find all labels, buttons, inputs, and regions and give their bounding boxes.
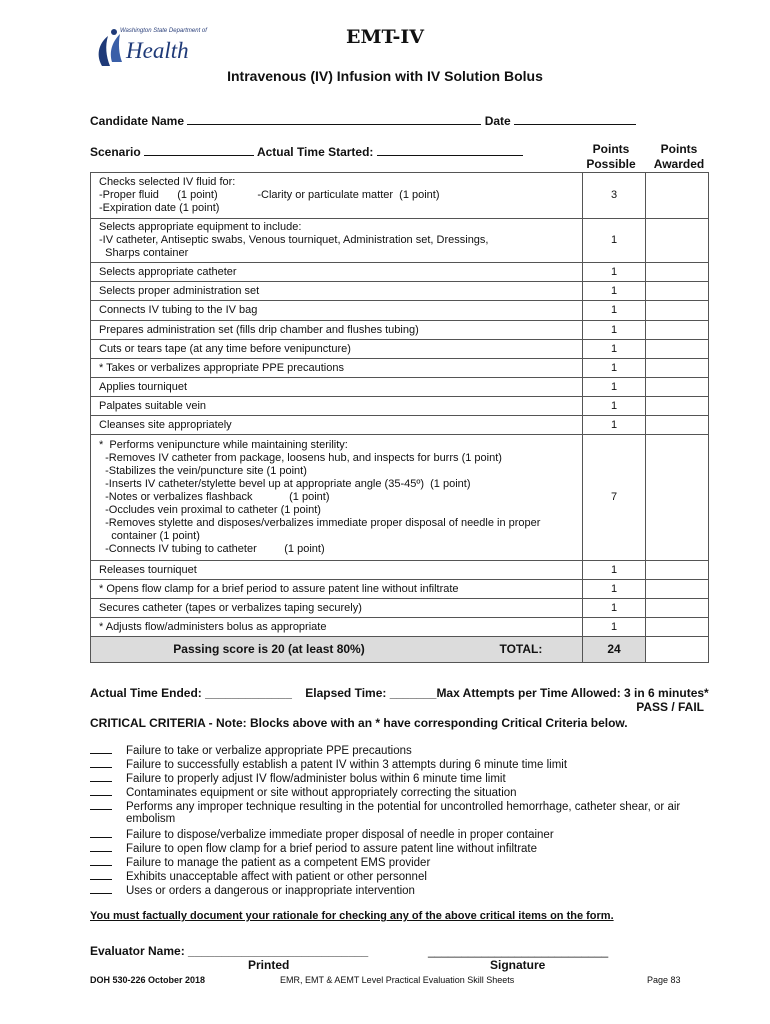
- time-started-label: Actual Time Started:: [256, 145, 374, 159]
- checklist-row: [91, 263, 709, 282]
- points-possible-cell: 1: [583, 359, 646, 378]
- time-ended-row: [90, 686, 709, 700]
- scenario-field[interactable]: [90, 145, 523, 159]
- footer-page-number: Page 83: [647, 975, 681, 985]
- critical-check-blank[interactable]: [90, 757, 112, 768]
- critical-criteria-item[interactable]: [90, 855, 430, 870]
- critical-criteria-text: Contaminates equipment or site without appropriately correcting the situation: [126, 787, 517, 799]
- points-awarded-cell[interactable]: [646, 359, 709, 378]
- points-possible-cell: 1: [583, 580, 646, 599]
- signature-line[interactable]: ___________________________: [428, 944, 609, 958]
- printed-label: Printed: [248, 958, 290, 972]
- checklist-row: [91, 435, 709, 561]
- rationale-note: You must factually document your rationale for checking any of the above critical items on the form.: [90, 910, 614, 922]
- critical-criteria-text: Failure to take or verbalize appropriate PPE precautions: [126, 745, 412, 757]
- checklist-row: [91, 301, 709, 321]
- checklist-row: [91, 378, 709, 397]
- max-attempts-text: Max Attempts per Time Allowed: 3 in 6 minutes*: [436, 686, 709, 700]
- points-possible-cell: 1: [583, 397, 646, 416]
- checklist-step-text: Cleanses site appropriately: [91, 416, 583, 435]
- footer-center-text: EMR, EMT & AEMT Level Practical Evaluation Skill Sheets: [280, 975, 515, 985]
- critical-criteria-text: Exhibits unacceptable affect with patient or other personnel: [126, 871, 427, 883]
- points-possible-cell: 1: [583, 219, 646, 263]
- date-blank[interactable]: [514, 114, 636, 125]
- checklist-row: [91, 219, 709, 263]
- points-possible-cell: 1: [583, 378, 646, 397]
- checklist-row: [91, 340, 709, 359]
- checklist-row: [91, 599, 709, 618]
- critical-criteria-item[interactable]: [90, 827, 554, 842]
- points-possible-cell: 1: [583, 416, 646, 435]
- critical-criteria-item[interactable]: [90, 757, 567, 772]
- points-awarded-cell[interactable]: [646, 321, 709, 340]
- points-awarded-cell[interactable]: [646, 580, 709, 599]
- total-label: TOTAL:: [499, 642, 543, 656]
- critical-criteria-text: Failure to dispose/verbalize immediate proper disposal of needle in proper container: [126, 829, 554, 841]
- checklist-step-text: Selects proper administration set: [91, 282, 583, 301]
- checklist-row: [91, 618, 709, 637]
- critical-criteria-text: Performs any improper technique resulting in the potential for uncontrolled hemorrhage, catheter shear, or air: [126, 801, 681, 813]
- checklist-row: [91, 397, 709, 416]
- page-title: EMT-IV: [345, 26, 425, 48]
- points-awarded-cell[interactable]: [646, 618, 709, 637]
- critical-criteria-heading: CRITICAL CRITERIA - Note: Blocks above with an * have corresponding Critical Criteria below.: [90, 716, 628, 730]
- points-possible-cell: 1: [583, 599, 646, 618]
- checklist-step-text: * Performs venipuncture while maintaining sterility: -Removes IV catheter from package, loosens hub, and inspects for burrs (1 point) -Stabilizes the vein/puncture site (1 point) -Inserts IV catheter/stylette bevel up at appropriate angle (35-45º) (1 point) -Notes or verbalizes flashback (1 point) -Occludes vein proximal to catheter (1 point) -Removes stylette and disposes/verbalizes immediate proper disposal of needle in proper container (1 point) -Connects IV tubing to catheter (1 point): [91, 435, 583, 561]
- checklist-row: [91, 282, 709, 301]
- points-possible-cell: 1: [583, 561, 646, 580]
- points-awarded-cell[interactable]: [646, 416, 709, 435]
- time-ended-text: Actual Time Ended: _____________: [90, 686, 292, 700]
- skill-checklist-table: [90, 172, 709, 663]
- checklist-step-text: Palpates suitable vein: [91, 397, 583, 416]
- points-awarded-cell[interactable]: [646, 219, 709, 263]
- checklist-step-text: Releases tourniquet: [91, 561, 583, 580]
- points-awarded-cell[interactable]: [646, 340, 709, 359]
- points-possible-cell: 1: [583, 321, 646, 340]
- checklist-row: [91, 359, 709, 378]
- points-possible-cell: 7: [583, 435, 646, 561]
- footer-doc-id: DOH 530-226 October 2018: [90, 975, 206, 985]
- points-possible-cell: 1: [583, 340, 646, 359]
- candidate-name-label: Candidate Name: [90, 114, 185, 128]
- critical-criteria-item[interactable]: [90, 883, 415, 898]
- critical-criteria-text: Failure to properly adjust IV flow/administer bolus within 6 minute time limit: [126, 773, 506, 785]
- critical-criteria-text: Failure to manage the patient as a competent EMS provider: [126, 857, 431, 869]
- points-awarded-cell[interactable]: [646, 282, 709, 301]
- checklist-row: [91, 580, 709, 599]
- points-awarded-cell[interactable]: [646, 378, 709, 397]
- evaluator-name-field[interactable]: Evaluator Name: ___________________________: [90, 944, 369, 958]
- critical-criteria-item[interactable]: [90, 771, 506, 786]
- points-possible-cell: 3: [583, 173, 646, 219]
- checklist-step-text: Cuts or tears tape (at any time before venipuncture): [91, 340, 583, 359]
- checklist-row: [91, 561, 709, 580]
- checklist-row: [91, 416, 709, 435]
- points-awarded-cell[interactable]: [646, 301, 709, 321]
- points-possible-cell: 1: [583, 301, 646, 321]
- checklist-step-text: Prepares administration set (fills drip chamber and flushes tubing): [91, 321, 583, 340]
- pass-fail-text[interactable]: PASS / FAIL: [636, 700, 704, 714]
- checklist-step-text: Selects appropriate equipment to include: -IV catheter, Antiseptic swabs, Venous tourniquet, Administration set, Dressings, Sharps container: [91, 219, 583, 263]
- logo-agency-text: Washington State Department of: [120, 28, 207, 34]
- critical-check-blank[interactable]: [90, 743, 112, 754]
- critical-check-blank[interactable]: [90, 855, 112, 866]
- points-awarded-cell[interactable]: [646, 263, 709, 282]
- candidate-name-field[interactable]: [90, 114, 636, 128]
- points-awarded-cell[interactable]: [646, 435, 709, 561]
- date-label: Date: [484, 114, 511, 128]
- points-possible-cell: 1: [583, 263, 646, 282]
- checklist-step-text: Selects appropriate catheter: [91, 263, 583, 282]
- points-awarded-cell[interactable]: [646, 599, 709, 618]
- points-possible-cell: 1: [583, 618, 646, 637]
- critical-criteria-item[interactable]: [90, 841, 537, 856]
- elapsed-time-text: Elapsed Time: _______: [305, 686, 437, 700]
- checklist-step-text: * Opens flow clamp for a brief period to assure patent line without infiltrate: [91, 580, 583, 599]
- critical-criteria-text: Failure to open flow clamp for a brief period to assure patent line without infiltrate: [126, 843, 538, 855]
- total-row-label-cell: [91, 637, 583, 663]
- checklist-step-text: Applies tourniquet: [91, 378, 583, 397]
- checklist-row: [91, 321, 709, 340]
- critical-check-blank[interactable]: [90, 771, 112, 782]
- checklist-row: [91, 173, 709, 219]
- points-possible-cell: 1: [583, 282, 646, 301]
- critical-criteria-item[interactable]: [90, 799, 680, 814]
- checklist-step-text: Connects IV tubing to the IV bag: [91, 301, 583, 321]
- page-subtitle: Intravenous (IV) Infusion with IV Solution Bolus: [227, 68, 543, 84]
- points-awarded-cell[interactable]: [646, 173, 709, 219]
- checklist-step-text: * Adjusts flow/administers bolus as appropriate: [91, 618, 583, 637]
- critical-check-blank[interactable]: [90, 841, 112, 852]
- candidate-name-blank[interactable]: [187, 114, 481, 125]
- scenario-label: Scenario: [90, 145, 141, 159]
- critical-continuation: embolism: [126, 813, 176, 825]
- points-awarded-header: Points Awarded: [653, 142, 705, 171]
- critical-check-blank[interactable]: [90, 869, 112, 880]
- critical-criteria-item[interactable]: [90, 869, 427, 884]
- points-awarded-cell[interactable]: [646, 397, 709, 416]
- points-possible-header: Points Possible: [586, 142, 636, 171]
- passing-score-text: Passing score is 20 (at least 80%): [173, 642, 365, 656]
- signature-label: Signature: [490, 958, 546, 972]
- checklist-step-text: Checks selected IV fluid for: -Proper fluid (1 point) -Clarity or particulate matter (1 point) -Expiration date (1 point): [91, 173, 583, 219]
- critical-check-blank[interactable]: [90, 799, 112, 810]
- total-awarded-cell[interactable]: [646, 637, 709, 663]
- critical-criteria-item[interactable]: [90, 785, 517, 800]
- total-row: [91, 637, 709, 663]
- critical-check-blank[interactable]: [90, 785, 112, 796]
- checklist-step-text: * Takes or verbalizes appropriate PPE precautions: [91, 359, 583, 378]
- checklist-step-text: Secures catheter (tapes or verbalizes taping securely): [91, 599, 583, 618]
- critical-criteria-item[interactable]: [90, 743, 412, 758]
- time-started-blank[interactable]: [377, 145, 523, 156]
- critical-criteria-text: Uses or orders a dangerous or inappropriate intervention: [126, 885, 415, 897]
- points-awarded-cell[interactable]: [646, 561, 709, 580]
- scenario-blank[interactable]: [144, 145, 254, 156]
- logo-wordmark: Health: [126, 38, 189, 63]
- total-points: 24: [583, 637, 646, 663]
- critical-check-blank[interactable]: [90, 827, 112, 838]
- critical-check-blank[interactable]: [90, 883, 112, 894]
- critical-criteria-text: Failure to successfully establish a patent IV within 3 attempts during 6 minute time limit: [126, 759, 568, 771]
